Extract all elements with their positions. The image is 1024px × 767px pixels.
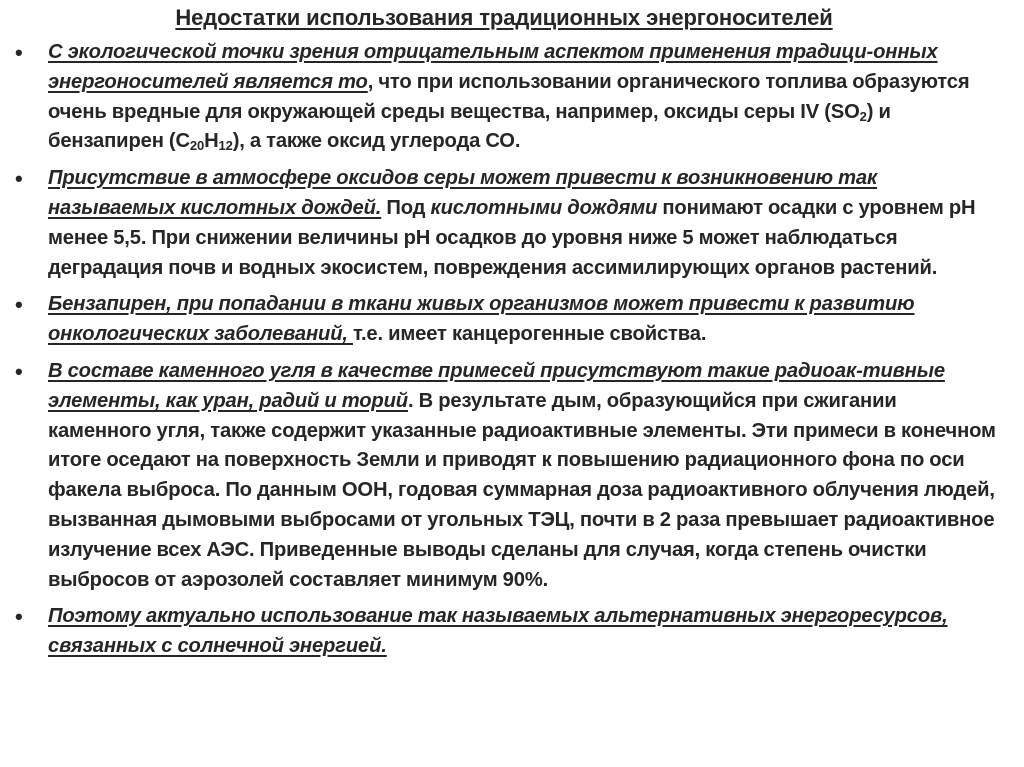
emphasis-text: Присутствие в атмосфере оксидов серы может привести к возникновению так называемых кислотных дождей.	[48, 167, 878, 219]
bullet-dot-icon: •	[15, 358, 23, 384]
bullet-dot-icon: •	[15, 292, 23, 318]
emphasis-text: В составе каменного угля в качестве примесей присутствуют такие радиоак-тивные элементы, как уран, радий и торий	[48, 359, 945, 412]
bullet-item-benzapyrene	[12, 290, 996, 350]
body-text: H	[204, 130, 219, 153]
emphasis-text: Бензапирен, при попадании в ткани живых организмов может привести к развитию онкологических заболеваний,	[48, 293, 915, 346]
italic-term: кислотными дождями	[430, 196, 658, 219]
body-text: понимают осадки с уровнем рН менее 5,5. При снижении величины рН осадков до уровня ниже 5 может наблюдаться деградация почв и водных экосистем, повреждения ассимилирующих органов растений.	[48, 196, 976, 279]
subscript: 12	[218, 138, 233, 154]
emphasis-text: С экологической точки зрения отрицательным аспектом применения традици-онных энергоносителей является то	[48, 41, 938, 93]
body-text: Под	[381, 196, 431, 219]
body-text: т.е. имеет канцерогенные свойства.	[353, 323, 707, 346]
bullet-dot-icon: •	[15, 166, 23, 192]
subscript: 2	[859, 108, 867, 124]
body-text: ) и бензапирен (C	[48, 100, 891, 153]
bullet-item-radioactive	[12, 357, 996, 595]
bullet-dot-icon: •	[15, 604, 23, 630]
body-text: ), а также оксид углерода СО.	[232, 130, 521, 153]
bullet-item-ecology	[12, 38, 996, 157]
bullet-item-alternative	[12, 602, 996, 662]
bullet-list	[12, 38, 996, 662]
subscript: 20	[189, 138, 205, 154]
bullet-item-acid-rain	[12, 164, 996, 283]
emphasis-text: Поэтому актуально использование так называемых альтернативных энергоресурсов, связанных с солнечной энергией.	[48, 605, 948, 658]
body-text: , что при использовании органического топлива образуются очень вредные для окружающей среды вещества, например, оксиды серы IV (SO	[48, 70, 970, 123]
slide-title: Недостатки использования традиционных энергоносителей	[175, 5, 833, 30]
body-text: . В результате дым, образующийся при сжигании каменного угля, также содержит указанные радиоактивные элементы. Эти примеси в конечном итоге оседают на поверхность Земли и приводят к повышению радиационного фона по оси факела выброса. По данным ООН, годовая суммарная доза радиоактивного облучения людей, вызванная дымовыми выбросами от угольных ТЭЦ, почти в 2 раза превышает радиоактивное излучение всех АЭС. Приведенные выводы сделаны для случая, когда степень очистки выбросов от аэрозолей составляет минимум 90%.	[48, 389, 996, 591]
bullet-dot-icon: •	[15, 40, 23, 65]
